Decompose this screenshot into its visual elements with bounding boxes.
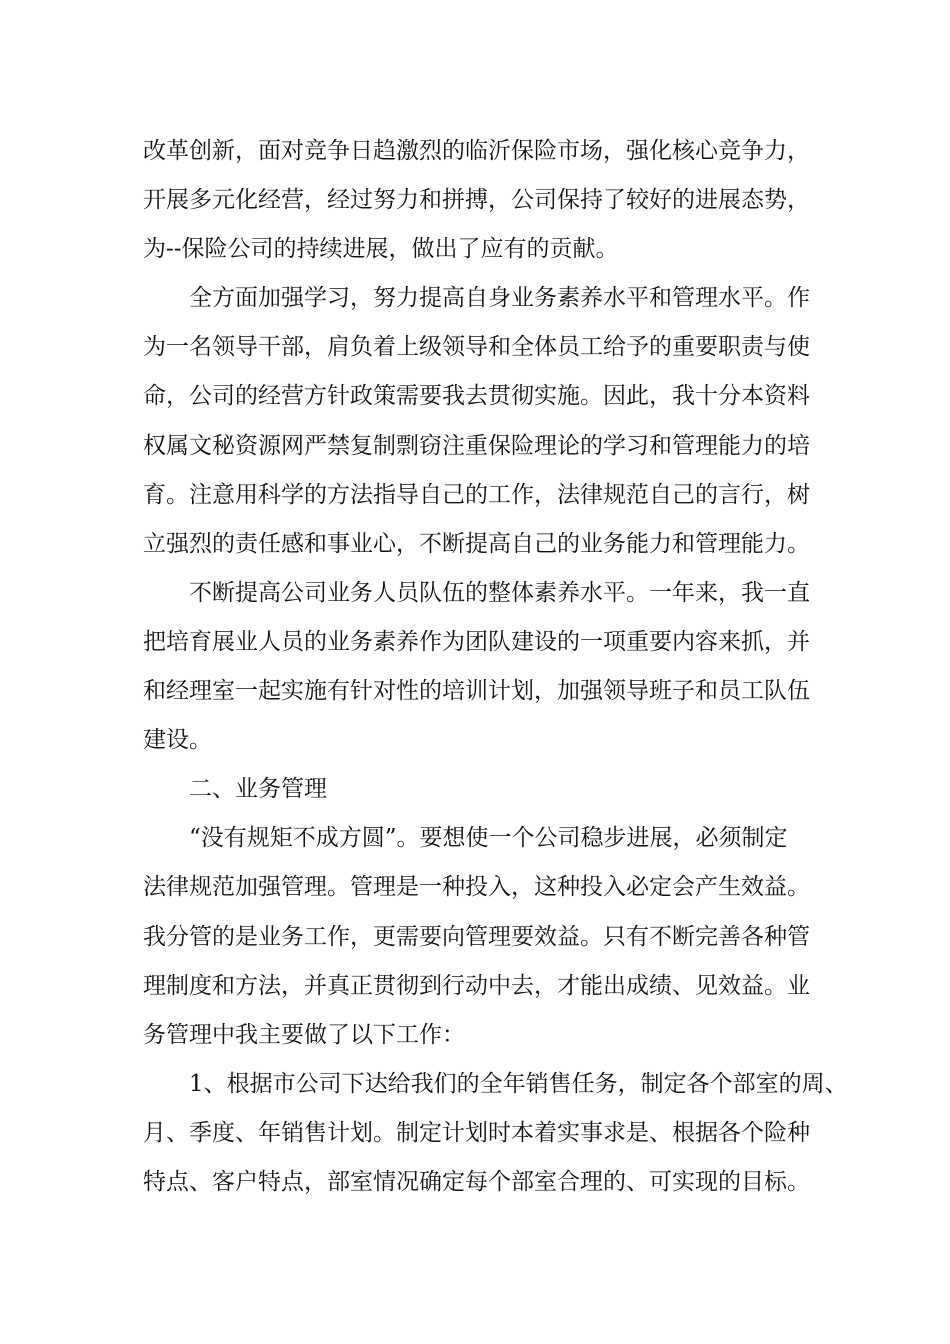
paragraph-start-line: 不断提高公司业务人员队伍的整体素养水平。一年来，我一直 [189, 579, 810, 606]
text-line: 法律规范加强管理。管理是一种投入，这种投入必定会产生效益。 [143, 874, 810, 901]
text-line: 把培育展业人员的业务素养作为团队建设的一项重要内容来抓，并 [143, 628, 810, 655]
text-line: 立强烈的责任感和事业心，不断提高自己的业务能力和管理能力。 [143, 530, 810, 557]
text-line: 育。注意用科学的方法指导自己的工作，法律规范自己的言行，树 [143, 481, 810, 508]
text-line: 特点、客户特点，部室情况确定每个部室合理的、可实现的目标。 [143, 1168, 810, 1195]
text-line: 建设。 [143, 727, 212, 754]
text-line: 权属文秘资源网严禁复制剽窃注重保险理论的学习和管理能力的培 [143, 432, 810, 459]
section-heading: 二、业务管理 [189, 776, 327, 803]
document-body [143, 127, 848, 1207]
list-item-start-line: 1、根据市公司下达给我们的全年销售任务，制定各个部室的周、 [189, 1070, 848, 1097]
text-line: 和经理室一起实施有针对性的培训计划，加强领导班子和员工队伍 [143, 678, 810, 705]
text-line: 理制度和方法，并真正贯彻到行动中去，才能出成绩、见效益。业 [143, 972, 810, 999]
text-line: 务管理中我主要做了以下工作： [143, 1021, 465, 1048]
text-line: 改革创新，面对竞争日趋激烈的临沂保险市场，强化核心竞争力， [143, 138, 810, 164]
text-line: 开展多元化经营，经过努力和拼搏，公司保持了较好的进展态势， [143, 187, 810, 214]
text-line: 命，公司的经营方针政策需要我去贯彻实施。因此，我十分本资料 [143, 383, 810, 410]
paragraph-start-line: “没有规矩不成方圆”。要想使一个公司稳步进展，必须制定 [189, 825, 788, 852]
text-line: 我分管的是业务工作，更需要向管理要效益。只有不断完善各种管 [143, 923, 810, 950]
text-line: 为一名领导干部，肩负着上级领导和全体员工给予的重要职责与使 [143, 334, 810, 361]
text-line: 月、季度、年销售计划。制定计划时本着实事求是、根据各个险种 [143, 1119, 810, 1146]
paragraph-start-line: 全方面加强学习，努力提高自身业务素养水平和管理水平。作 [189, 285, 810, 312]
text-line: 为--保险公司的持续进展，做出了应有的贡献。 [143, 236, 619, 263]
